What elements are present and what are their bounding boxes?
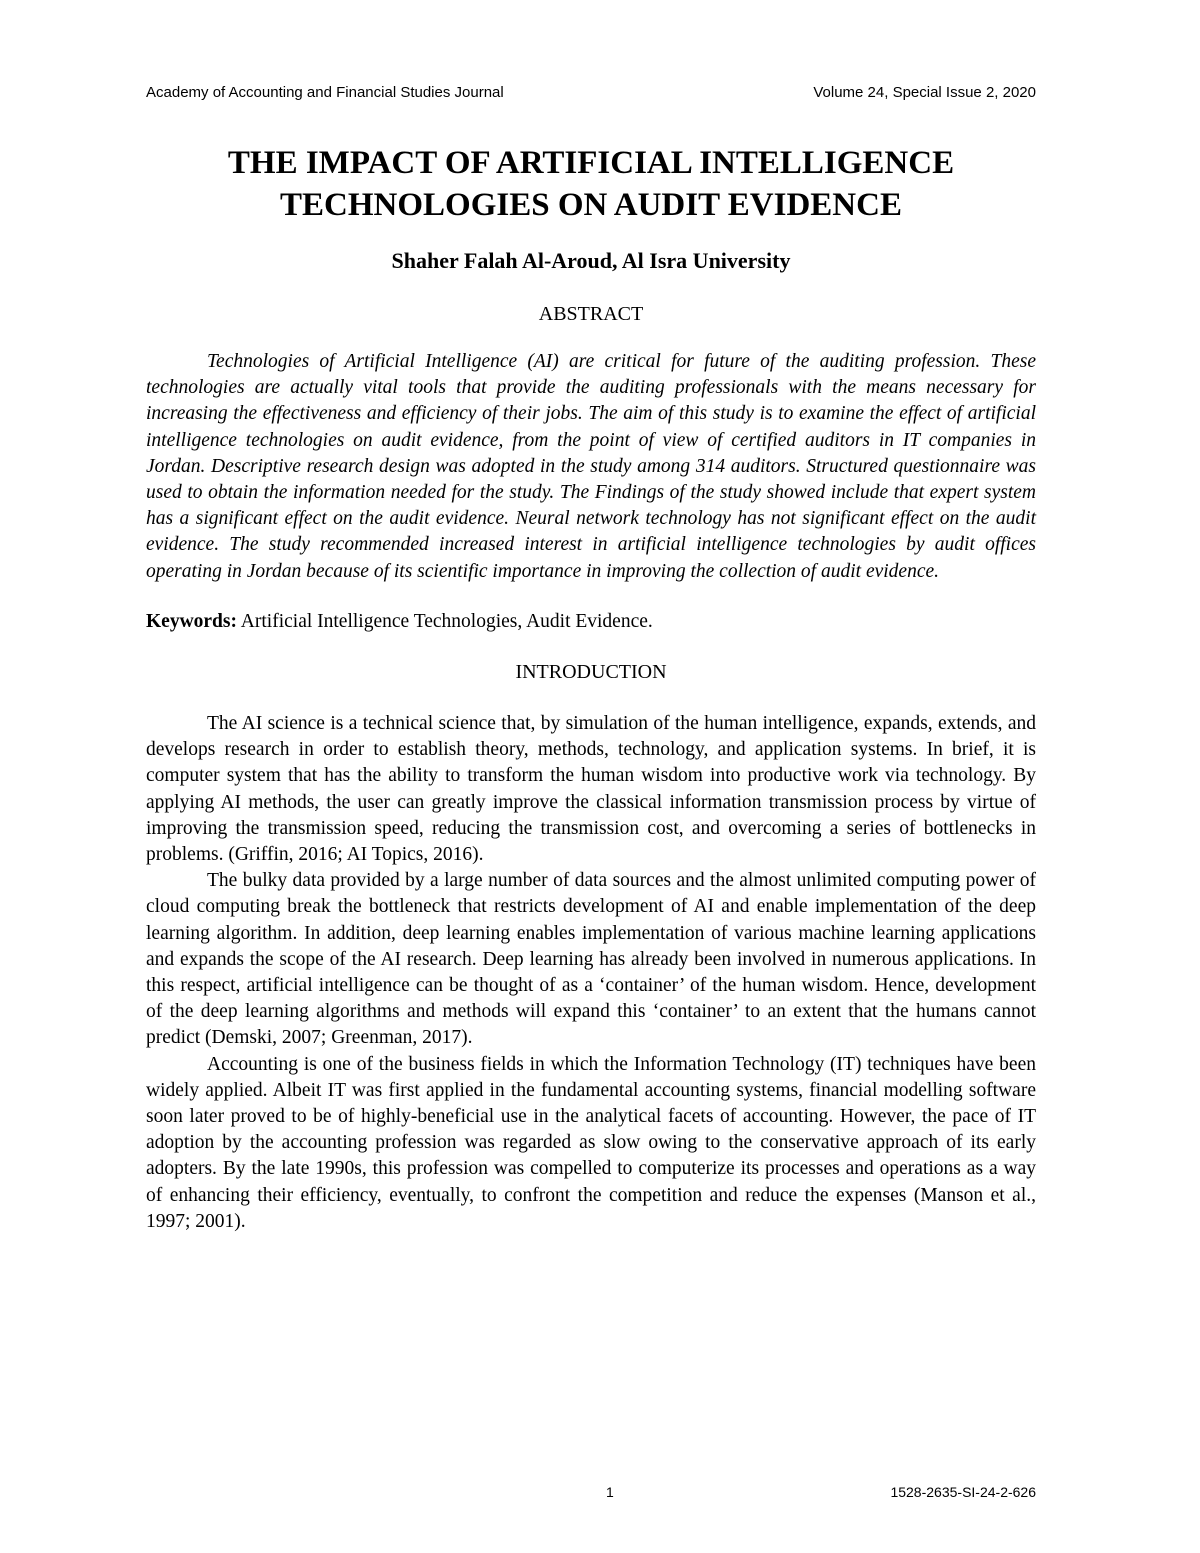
- intro-paragraph-2: The bulky data provided by a large number of data sources and the almost unlimited computing power of cloud computing break the bottleneck that restricts development of AI and enable implementation of the deep learning algorithm. In addition, deep learning enables implementation of various machine learning applications and expands the scope of the AI research. Deep learning has already been involved in numerous applications. In this respect, artificial intelligence can be thought of as a ‘container’ of the human wisdom. Hence, development of the deep learning algorithms and methods will expand this ‘container’ to an extent that the humans cannot predict (Demski, 2007; Greenman, 2017).: [146, 870, 1036, 1049]
- intro-paragraph-1: The AI science is a technical science that, by simulation of the human intelligence, expands, extends, and develops research in order to establish theory, methods, technology, and application systems. In brief, it is computer system that has the ability to transform the human wisdom into productive work via technology. By applying AI methods, the user can greatly improve the classical information transmission process by virtue of improving the transmission speed, reducing the transmission cost, and overcoming a series of bottlenecks in problems. (Griffin, 2016; AI Topics, 2016).: [146, 713, 1036, 866]
- abstract-text: Technologies of Artificial Intelligence (AI) are critical for future of the auditing profession. These technologies are actually vital tools that provide the auditing professionals with the means necessary for increasing the effectiveness and efficiency of their jobs. The aim of this study is to examine the effect of artificial intelligence technologies on audit evidence, from the point of view of certified auditors in IT companies in Jordan. Descriptive research design was adopted in the study among 314 auditors. Structured questionnaire was used to obtain the information needed for the study. The Findings of the study showed include that expert system has a significant effect on the audit evidence. Neural network technology has not significant effect on the audit evidence. The study recommended increased interest in artificial intelligence technologies by audit offices operating in Jordan because of its scientific importance in improving the collection of audit evidence.: [146, 351, 1036, 582]
- author-affiliation: Shaher Falah Al-Aroud, Al Isra University: [391, 248, 791, 273]
- intro-paragraph-3: Accounting is one of the business fields in which the Information Technology (IT) techniques have been widely applied. Albeit IT was first applied in the fundamental accounting systems, financial modelling software soon later proved to be of highly-beneficial use in the analytical facets of accounting. However, the pace of IT adoption by the accounting profession was regarded as slow owing to the conservative approach of its early adopters. By the late 1990s, this profession was compelled to computerize its processes and operations as a way of enhancing their efficiency, eventually, to confront the competition and reduce the expenses (Manson et al., 1997; 2001).: [146, 1053, 1036, 1232]
- article-body: [146, 142, 1036, 1235]
- introduction-heading: INTRODUCTION: [515, 661, 667, 684]
- running-header: [146, 84, 1036, 101]
- keywords-text: Artificial Intelligence Technologies, Audit Evidence.: [237, 610, 653, 632]
- title-line-2: TECHNOLOGIES ON AUDIT EVIDENCE: [280, 187, 902, 223]
- keywords: [146, 609, 1036, 635]
- page-number: 1: [606, 1484, 614, 1500]
- article-title: [146, 142, 1036, 226]
- document-id: 1528-2635-SI-24-2-626: [890, 1484, 1036, 1500]
- journal-name: Academy of Accounting and Financial Studies Journal: [146, 84, 504, 101]
- volume-info: Volume 24, Special Issue 2, 2020: [813, 84, 1036, 101]
- keywords-label: Keywords:: [146, 610, 237, 632]
- abstract-heading: ABSTRACT: [538, 303, 644, 325]
- title-line-1: THE IMPACT OF ARTIFICIAL INTELLIGENCE: [227, 145, 955, 181]
